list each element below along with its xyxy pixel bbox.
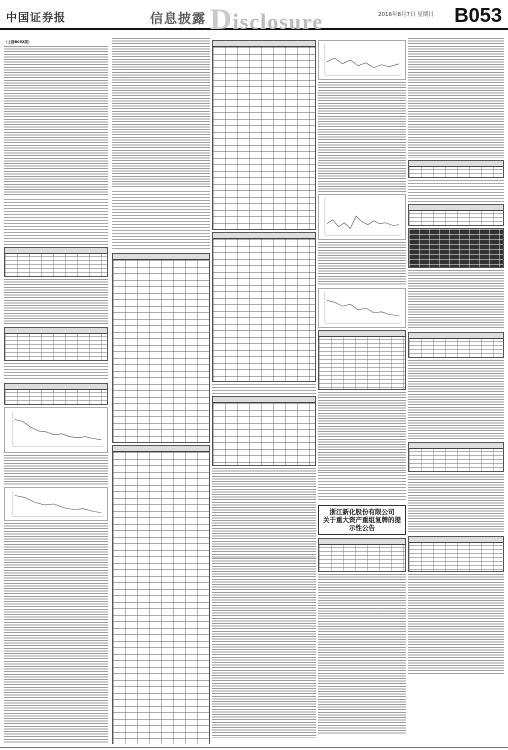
column-1 xyxy=(4,38,108,744)
data-table xyxy=(212,232,316,382)
column-2 xyxy=(112,38,210,744)
page-number: B053 xyxy=(454,5,502,27)
section-title-rest: isclosure xyxy=(232,9,324,34)
data-table xyxy=(112,253,210,443)
table-header-row xyxy=(319,539,405,545)
data-table xyxy=(408,536,504,572)
line-chart-svg xyxy=(319,41,405,79)
table-header-row xyxy=(113,254,209,260)
body-text-block xyxy=(4,279,108,325)
data-table xyxy=(408,332,504,358)
table-header-row xyxy=(319,331,405,337)
line-chart-svg xyxy=(5,408,107,452)
line-chart-svg xyxy=(319,195,405,239)
data-table xyxy=(212,40,316,230)
body-text-block xyxy=(318,574,406,734)
body-text-block xyxy=(112,191,210,251)
body-text-block xyxy=(318,242,406,286)
body-text-block xyxy=(408,38,504,158)
announcement-company: 浙江新化股份有限公司 xyxy=(329,508,395,516)
issue-date: 2016年8月7日 星期日 xyxy=(378,12,434,18)
table-header-row xyxy=(213,233,315,239)
table-header-row xyxy=(409,333,503,339)
body-text-block xyxy=(408,574,504,674)
section-title-initial: D xyxy=(210,3,233,36)
section-title-cn: 信息披露 xyxy=(150,12,207,27)
line-chart-figure xyxy=(318,40,406,80)
data-table xyxy=(408,160,504,178)
line-chart-svg xyxy=(319,289,405,327)
table-header-row xyxy=(113,446,209,452)
body-text-block xyxy=(318,392,406,472)
table-header-row xyxy=(213,397,315,403)
data-table xyxy=(318,538,406,572)
table-header-row xyxy=(409,205,503,211)
column-3 xyxy=(212,38,316,744)
announcement-title: 关于重大资产重组复牌的提示性公告 xyxy=(323,516,401,532)
data-table xyxy=(408,204,504,226)
data-table xyxy=(112,445,210,744)
body-text-block xyxy=(318,82,406,192)
body-text-block xyxy=(212,468,316,558)
table-header-row xyxy=(5,384,107,390)
line-chart-figure xyxy=(4,487,108,521)
table-header-row xyxy=(409,161,503,167)
body-text-block xyxy=(408,360,504,440)
body-text-block xyxy=(212,384,316,394)
body-text-block xyxy=(4,199,108,245)
line-chart-svg xyxy=(5,488,107,520)
table-header-row xyxy=(409,537,503,543)
announcement-title-box xyxy=(318,505,406,535)
newspaper-logo: 中国证券报 xyxy=(6,11,66,24)
column-5 xyxy=(408,38,504,744)
footer-rule xyxy=(0,747,508,748)
masthead xyxy=(0,0,508,36)
data-table xyxy=(318,330,406,390)
body-text-block xyxy=(4,455,108,485)
data-table xyxy=(212,396,316,466)
data-table xyxy=(4,247,108,277)
body-text-block xyxy=(408,474,504,534)
body-text-block xyxy=(112,38,210,188)
body-text-block xyxy=(318,472,406,502)
data-table xyxy=(4,327,108,361)
table-header-row xyxy=(5,248,107,254)
table-header-row xyxy=(5,328,107,334)
line-chart-figure xyxy=(4,407,108,453)
data-table xyxy=(4,383,108,405)
body-text-block xyxy=(212,558,316,738)
data-table xyxy=(408,442,504,472)
table-header-row xyxy=(213,41,315,47)
body-text-block xyxy=(4,46,108,196)
line-chart-figure xyxy=(318,288,406,328)
table-header-row xyxy=(409,443,503,449)
column-4 xyxy=(318,38,406,744)
line-chart-figure xyxy=(318,194,406,240)
body-text-block xyxy=(408,180,504,202)
body-text-block xyxy=(408,270,504,330)
data-table xyxy=(408,228,504,268)
section-title-en xyxy=(210,3,323,37)
body-text-block xyxy=(4,523,108,744)
body-text-block xyxy=(4,363,108,381)
continuation-note: （上接B052版） xyxy=(4,40,32,44)
